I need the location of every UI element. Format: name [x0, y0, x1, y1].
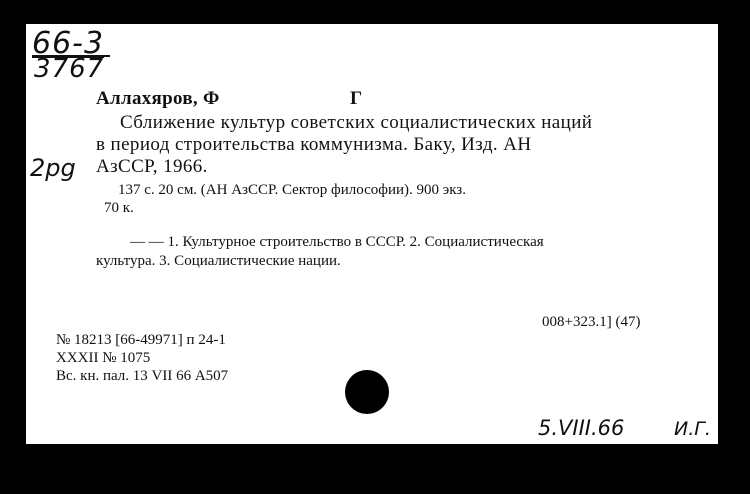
physical-description-line-2: 70 к. [104, 200, 134, 216]
handwritten-margin-note: 2pg [30, 154, 76, 182]
handwritten-code-top: 66-3 [32, 26, 105, 61]
author-initial: Г [350, 88, 363, 109]
classification-number: 008+323.1] (47) [542, 314, 641, 330]
handwritten-code-bottom: 3767 [34, 54, 105, 84]
handwritten-date: 5.VIII.66 [538, 416, 625, 440]
subjects-line-2: культура. 3. Социалистические нации. [96, 253, 341, 269]
subjects-line-1: — — 1. Культурное строительство в СССР. 2. Социалистическая [130, 234, 544, 250]
handwritten-initials: И.Г. [674, 418, 711, 440]
title-line-1: Сближение культур советских социалистических наций [120, 112, 593, 133]
bibliographic-line-1: № 18213 [66-49971] п 24-1 [56, 332, 226, 348]
bibliographic-line-3: Вс. кн. пал. 13 VII 66 А507 [56, 368, 229, 384]
title-line-3: АзССР, 1966. [96, 156, 208, 177]
title-line-2: в период строительства коммунизма. Баку, Изд. АН [96, 134, 532, 155]
catalog-card [26, 24, 718, 444]
punch-hole [345, 370, 389, 414]
bibliographic-line-2: XXXII № 1075 [56, 350, 151, 366]
physical-description-line-1: 137 с. 20 см. (АН АзССР. Сектор философии). 900 экз. [118, 182, 466, 198]
author: Аллахяров, Ф [96, 88, 220, 109]
